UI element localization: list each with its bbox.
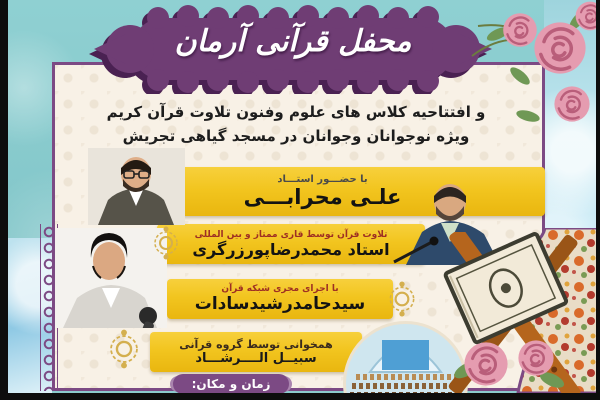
- subtitle-line-1: و افتتاحیه کلاس های علوم وفنون تلاوت قرآن کریم: [106, 103, 486, 121]
- poster-title: محفل قرآنی آرمان: [174, 24, 412, 59]
- photo-ali-mehrabi: [88, 148, 185, 225]
- band-choir-name: سبیــل الــــرشـــاد: [195, 350, 317, 366]
- photo-rashid-sadat: [55, 228, 167, 328]
- band-pourzargari: [157, 224, 425, 264]
- band-pourzargari-pretext: تلاوت قرآن توسط قاری ممتاز و بین المللی: [194, 229, 388, 240]
- roses-top-right: [468, 0, 600, 148]
- band-rashid-sadat: [167, 279, 393, 319]
- band-rashid-sadat-name: سیدحامدرشیدسادات: [194, 294, 366, 315]
- gold-ornament-icon: [152, 226, 180, 260]
- band-rashid-sadat-pretext: با اجرای مجری شبکه قرآن: [221, 284, 339, 295]
- band-choir-group: [150, 332, 362, 372]
- time-place-text: زمان و مکان:: [191, 377, 271, 391]
- band-pourzargari-name: استاد محمدرضاپورزرگری: [192, 239, 390, 259]
- time-place-label: [173, 374, 289, 394]
- band-ali-mehrabi-pretext: با حضـــور استـــاد: [277, 173, 368, 185]
- band-ali-mehrabi-name: علـی محرابـــی: [243, 185, 402, 210]
- band-choir-pretext: همخوانی توسط گروه قرآنی: [179, 337, 333, 351]
- frame-edge-bottom: [0, 393, 600, 400]
- subtitle: [60, 100, 532, 148]
- gold-ornament-icon: [101, 329, 147, 369]
- frame-edge-left: [0, 0, 8, 400]
- roses-bottom: [448, 330, 572, 393]
- frame-edge-right: [596, 0, 600, 400]
- subtitle-line-2: ویژه نوجوانان وجوانان در مسجد گیاهی تجریش: [122, 127, 470, 145]
